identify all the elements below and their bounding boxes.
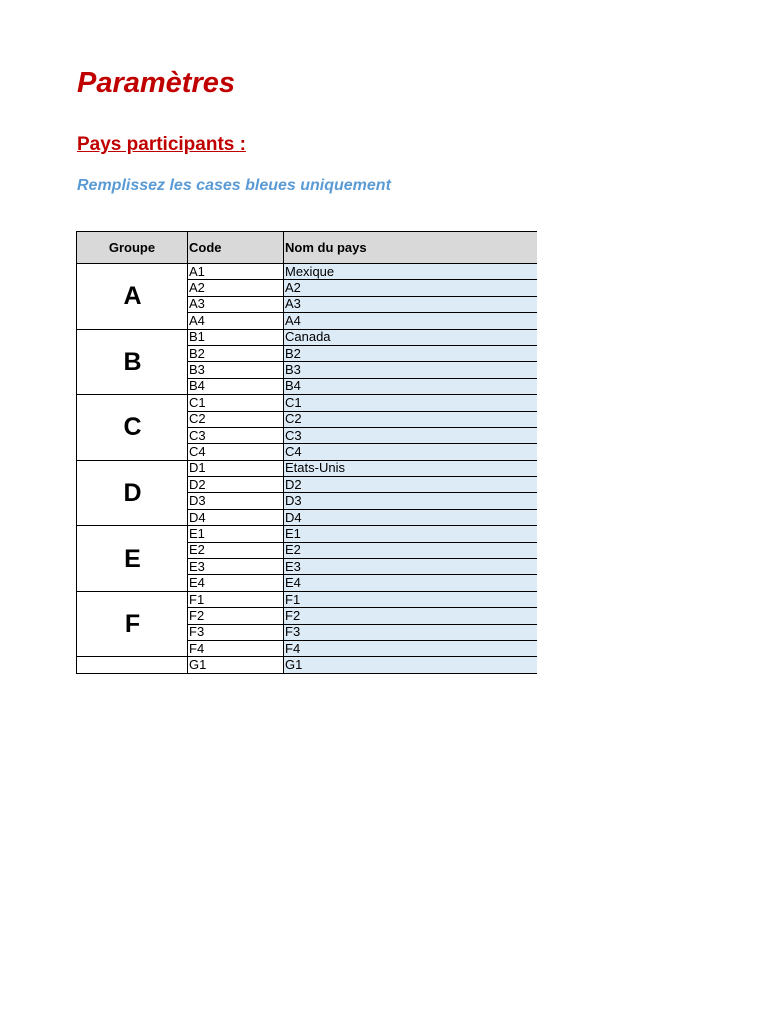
group-label-cell: C — [77, 395, 188, 461]
code-cell: A2 — [188, 280, 284, 296]
code-cell: E1 — [188, 526, 284, 542]
country-name-input-cell[interactable]: D2 — [284, 477, 538, 493]
table-row — [77, 264, 538, 280]
code-cell: C4 — [188, 444, 284, 460]
code-cell: D2 — [188, 477, 284, 493]
country-name-input-cell[interactable]: Etats-Unis — [284, 460, 538, 476]
country-name-input-cell[interactable]: F3 — [284, 624, 538, 640]
code-cell: F1 — [188, 591, 284, 607]
code-cell: C3 — [188, 427, 284, 443]
code-cell: D3 — [188, 493, 284, 509]
page-title: Paramètres — [77, 67, 235, 99]
code-cell: D4 — [188, 509, 284, 525]
table-row — [77, 395, 538, 411]
country-name-input-cell[interactable]: E4 — [284, 575, 538, 591]
header-group: Groupe — [77, 232, 188, 264]
country-name-input-cell[interactable]: Mexique — [284, 264, 538, 280]
code-cell: E4 — [188, 575, 284, 591]
group-label-cell: E — [77, 526, 188, 592]
code-cell: A4 — [188, 313, 284, 329]
code-cell: E3 — [188, 559, 284, 575]
table-row — [77, 526, 538, 542]
country-name-input-cell[interactable]: A2 — [284, 280, 538, 296]
country-name-input-cell[interactable]: D3 — [284, 493, 538, 509]
code-cell: E2 — [188, 542, 284, 558]
participants-table — [76, 231, 537, 674]
code-cell: G1 — [188, 657, 284, 673]
country-name-input-cell[interactable]: C2 — [284, 411, 538, 427]
header-code: Code — [188, 232, 284, 264]
section-title: Pays participants : — [77, 134, 246, 155]
table-row — [77, 329, 538, 345]
code-cell: F3 — [188, 624, 284, 640]
table-row — [77, 591, 538, 607]
group-label-cell — [77, 657, 188, 673]
code-cell: F2 — [188, 608, 284, 624]
country-name-input-cell[interactable]: E1 — [284, 526, 538, 542]
group-label-cell: D — [77, 460, 188, 526]
country-name-input-cell[interactable]: C4 — [284, 444, 538, 460]
table-body — [77, 264, 538, 674]
country-name-input-cell[interactable]: A3 — [284, 296, 538, 312]
country-name-input-cell[interactable]: F4 — [284, 640, 538, 656]
group-label-cell: F — [77, 591, 188, 657]
code-cell: A1 — [188, 264, 284, 280]
country-name-input-cell[interactable]: F2 — [284, 608, 538, 624]
code-cell: B4 — [188, 378, 284, 394]
country-name-input-cell[interactable]: Canada — [284, 329, 538, 345]
code-cell: D1 — [188, 460, 284, 476]
country-name-input-cell[interactable]: G1 — [284, 657, 538, 673]
participants-table-wrapper — [76, 231, 537, 674]
country-name-input-cell[interactable]: D4 — [284, 509, 538, 525]
header-country-name: Nom du pays — [284, 232, 538, 264]
table-header-row — [77, 232, 538, 264]
code-cell: C2 — [188, 411, 284, 427]
code-cell: B3 — [188, 362, 284, 378]
country-name-input-cell[interactable]: A4 — [284, 313, 538, 329]
table-row — [77, 657, 538, 673]
country-name-input-cell[interactable]: B4 — [284, 378, 538, 394]
code-cell: B1 — [188, 329, 284, 345]
group-label-cell: B — [77, 329, 188, 395]
instruction-text: Remplissez les cases bleues uniquement — [77, 177, 391, 194]
code-cell: F4 — [188, 640, 284, 656]
country-name-input-cell[interactable]: B3 — [284, 362, 538, 378]
country-name-input-cell[interactable]: E2 — [284, 542, 538, 558]
table-row — [77, 460, 538, 476]
country-name-input-cell[interactable]: B2 — [284, 345, 538, 361]
country-name-input-cell[interactable]: C3 — [284, 427, 538, 443]
group-label-cell: A — [77, 264, 188, 330]
country-name-input-cell[interactable]: E3 — [284, 559, 538, 575]
country-name-input-cell[interactable]: C1 — [284, 395, 538, 411]
code-cell: A3 — [188, 296, 284, 312]
code-cell: C1 — [188, 395, 284, 411]
code-cell: B2 — [188, 345, 284, 361]
country-name-input-cell[interactable]: F1 — [284, 591, 538, 607]
